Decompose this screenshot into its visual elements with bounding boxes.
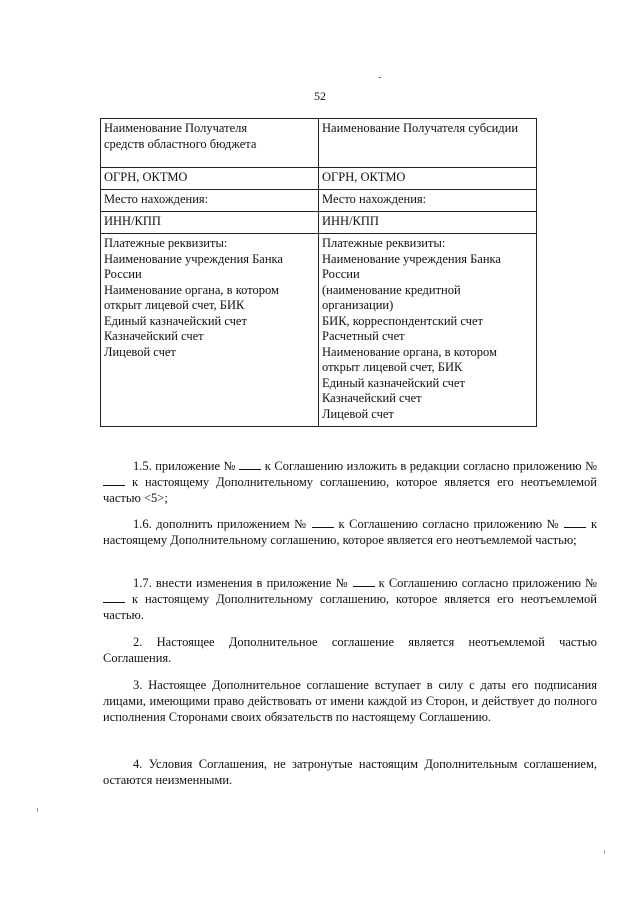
table-row <box>101 212 537 234</box>
p16-part-c: к настоящему Дополнительному соглашению, которое является его неотъемлемой частью; <box>103 517 598 547</box>
left-payment-line: Платежные реквизиты: <box>104 236 228 250</box>
paragraph-3 <box>103 677 597 725</box>
right-name-line: Наименование Получателя субсидии <box>322 121 519 135</box>
paragraph-4 <box>103 756 597 788</box>
right-payment-line: России <box>322 267 360 281</box>
right-payment-cell <box>319 234 537 427</box>
blank-number-field <box>312 517 334 528</box>
p3-text: 3. Настоящее Дополнительное соглашение вступает в силу с даты его подписания лицами, имеющими право действовать от имени каждой из Сторон, и действует до полного исполнения Сторонами своих обязательств по настоящему Соглашению. <box>103 678 597 724</box>
scan-speck <box>604 850 605 854</box>
left-name-line: средств областного бюджета <box>104 136 257 151</box>
right-inn-cell <box>319 212 537 234</box>
left-payment-line: России <box>104 267 142 281</box>
left-payment-line: открыт лицевой счет, БИК <box>104 298 245 312</box>
right-payment-line: БИК, корреспондентский счет <box>322 313 483 328</box>
right-payment-line: (наименование кредитной <box>322 282 461 297</box>
right-payment-line: Единый казначейский счет <box>322 375 465 390</box>
left-ogrn-cell <box>101 168 319 190</box>
paragraph-1-5 <box>103 458 597 506</box>
right-ogrn-cell <box>319 168 537 190</box>
right-location: Место нахождения: <box>322 192 427 206</box>
blank-number-field <box>103 592 125 603</box>
left-ogrn: ОГРН, ОКТМО <box>104 170 188 184</box>
table-row <box>101 234 537 427</box>
scan-mark: - <box>378 72 382 83</box>
right-location-cell <box>319 190 537 212</box>
table-row <box>101 119 537 168</box>
left-payment-line: Единый казначейский счет <box>104 313 247 328</box>
paragraph-1-6 <box>103 516 597 548</box>
left-payment-line: Казначейский счет <box>104 329 204 343</box>
paragraph-2 <box>103 634 597 666</box>
left-location: Место нахождения: <box>104 192 209 206</box>
scan-speck <box>37 808 38 812</box>
table-row <box>101 190 537 212</box>
left-location-cell <box>101 190 319 212</box>
p17-part-c: к настоящему Дополнительному соглашению, которое является его неотъемлемой частью. <box>103 592 597 622</box>
left-payment-line: Лицевой счет <box>104 344 176 359</box>
right-payment-line: открыт лицевой счет, БИК <box>322 360 463 374</box>
requisites-table <box>100 118 537 427</box>
p16-part-a: 1.6. дополнить приложением № <box>133 517 308 531</box>
right-payment-line: Расчетный счет <box>322 329 405 343</box>
right-payment-line: Казначейский счет <box>322 391 422 405</box>
right-payment-line: Платежные реквизиты: <box>322 236 446 250</box>
right-inn: ИНН/КПП <box>322 214 379 228</box>
left-recipient-name-cell <box>101 119 319 168</box>
left-payment-line: Наименование органа, в котором <box>104 282 279 297</box>
paragraph-1-7 <box>103 575 597 623</box>
blank-number-field <box>239 459 261 470</box>
p15-part-b: к Соглашению изложить в редакции согласно приложению № <box>264 459 597 473</box>
p17-part-b: к Соглашению согласно приложению № <box>378 576 597 590</box>
blank-number-field <box>103 475 125 486</box>
blank-number-field <box>564 517 586 528</box>
p4-text: 4. Условия Соглашения, не затронутые настоящим Дополнительным соглашением, остаются неизменными. <box>103 757 597 787</box>
left-inn-cell <box>101 212 319 234</box>
right-payment-line: Наименование учреждения Банка <box>322 251 501 266</box>
left-payment-line: Наименование учреждения Банка <box>104 251 283 266</box>
blank-number-field <box>353 576 375 587</box>
right-recipient-name-cell <box>319 119 537 168</box>
left-name-line: Наименование Получателя <box>104 121 248 135</box>
p17-part-a: 1.7. внести изменения в приложение № <box>133 576 349 590</box>
p15-part-c: к настоящему Дополнительному соглашению, которое является его неотъемлемой частью <5>; <box>103 475 597 505</box>
page-number: 52 <box>314 89 326 103</box>
right-payment-line: Лицевой счет <box>322 406 394 421</box>
p16-part-b: к Соглашению согласно приложению № <box>338 517 560 531</box>
p15-part-a: 1.5. приложение № <box>133 459 236 473</box>
right-payment-line: организации) <box>322 298 394 312</box>
p2-text: 2. Настоящее Дополнительное соглашение является неотъемлемой частью Соглашения. <box>103 635 597 665</box>
right-ogrn: ОГРН, ОКТМО <box>322 170 406 184</box>
table-row <box>101 168 537 190</box>
left-payment-cell <box>101 234 319 427</box>
left-inn: ИНН/КПП <box>104 214 161 228</box>
right-payment-line: Наименование органа, в котором <box>322 344 497 359</box>
